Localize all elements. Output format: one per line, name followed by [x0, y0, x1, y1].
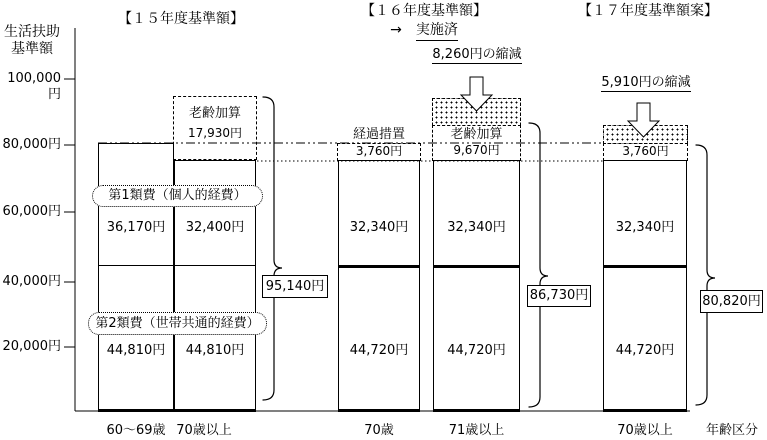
down-arrow-icon-fy16: [461, 77, 492, 111]
class1-legend-label: 第1類費（個人的経費）: [108, 188, 247, 203]
total-amount-fy16: 86,730円: [529, 288, 589, 303]
y-tick-60000: 60,000円: [2, 204, 61, 219]
x-axis-title: 年齢区分: [705, 423, 758, 438]
group-title-fy17: 【１７年度基準額案】: [578, 3, 718, 19]
fy17-reduction-text: 5,910円の縮減: [601, 75, 691, 90]
class2-amount-fy15-60to69: 44,810円: [106, 343, 166, 358]
y-tick-40000: 40,000円: [2, 274, 61, 289]
class1-amount-fy16-70: 32,340円: [349, 220, 409, 235]
elderly-addition-name: 老齢加算: [450, 127, 503, 142]
group-title-fy16: 【１６年度基準額】: [361, 3, 487, 19]
class2-amount-fy16-70: 44,720円: [349, 343, 409, 358]
right-arrow-icon: →: [390, 22, 402, 38]
class2-legend-label: 第2類費（世帯共通的経費）: [95, 315, 260, 331]
total-amount-fy15: 95,140円: [265, 278, 325, 294]
total-amount-fy17: 80,820円: [702, 293, 761, 309]
class1-amount-fy15-70plus: 32,400円: [185, 220, 245, 235]
y-axis-title-line1: 生活扶助: [4, 24, 60, 40]
class2-amount-fy17-70plus: 44,720円: [615, 343, 675, 358]
elderly-addition-amount: 17,930円: [188, 126, 242, 140]
x-label-fy15-70plus: 70歳以上: [176, 423, 232, 438]
implemented-status: 実施済: [416, 22, 458, 41]
class1-amount-fy17-70plus: 32,340円: [615, 220, 675, 235]
elderly-addition-amount: 9,670円: [453, 143, 500, 157]
class2-amount-fy15-70plus: 44,810円: [185, 343, 245, 358]
x-label-fy17-70plus: 70歳以上: [617, 423, 673, 438]
transitional-measure-name: 経過措置: [352, 127, 405, 142]
down-arrow-icon-fy17: [628, 103, 659, 137]
transitional-measure-amount: 3,760円: [355, 144, 403, 158]
class2-amount-fy16-71plus: 44,720円: [447, 343, 506, 358]
y-tick-80000: 80,000円: [2, 137, 61, 152]
y-tick-100000: 100,000円: [7, 71, 61, 102]
y-tick-20000: 20,000円: [2, 339, 61, 354]
x-label-fy16-71plus: 71歳以上: [448, 423, 505, 438]
x-label-fy16-70: 70歳: [364, 423, 394, 438]
class1-amount-fy16-71plus: 32,340円: [447, 220, 506, 235]
x-label-fy15-60to69: 60～69歳: [106, 423, 166, 438]
group-title-fy15: 【１５年度基準額】: [118, 11, 244, 27]
y-axis-title-line2: 基準額: [11, 41, 53, 57]
elderly-addition-name: 老齢加算: [188, 106, 241, 121]
fy16-reduction-text: 8,260円の縮減: [432, 47, 522, 62]
transitional-measure-amount: 3,760円: [622, 144, 669, 158]
class1-amount-fy15-60to69: 36,170円: [106, 220, 166, 235]
